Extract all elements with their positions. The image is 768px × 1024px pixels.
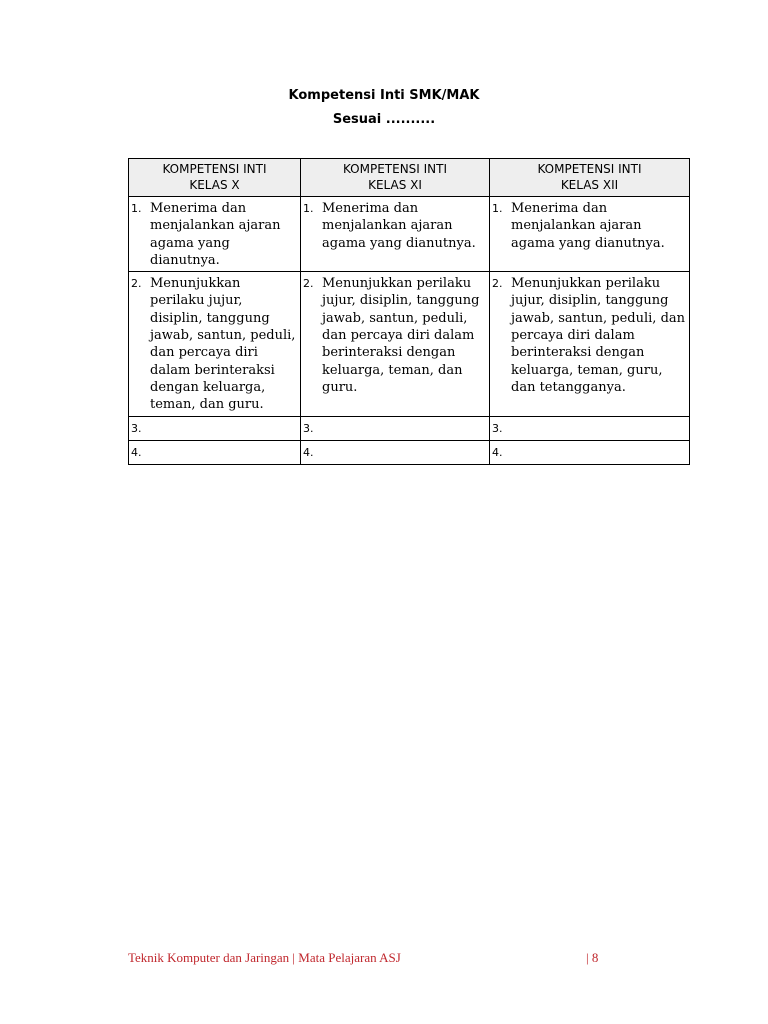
competency-table <box>128 158 690 465</box>
item-text <box>322 444 487 461</box>
header-line: KELAS X <box>189 178 240 192</box>
list-item <box>131 420 298 437</box>
item-text: Menerima dan menjalankan ajaran agama yang dianutnya. <box>150 201 281 268</box>
item-text: Menunjukkan perilaku jujur, disiplin, tanggung jawab, santun, peduli, dan percaya diri dalam berinteraksi dengan keluarga, teman, dan guru. <box>322 276 480 395</box>
item-number: 2. <box>131 277 142 291</box>
table-header-row <box>129 159 690 197</box>
table-row <box>129 440 690 464</box>
list-item <box>303 444 487 461</box>
item-text <box>511 444 687 461</box>
item-number: 4. <box>131 445 142 459</box>
header-kelas-x <box>129 159 301 197</box>
item-text: Menunjukkan perilaku jujur, disiplin, tanggung jawab, santun, peduli, dan percaya diri dalam berinteraksi dengan keluarga, teman, guru, dan tetangganya. <box>511 276 686 395</box>
table-cell <box>490 272 690 416</box>
list-item <box>303 420 487 437</box>
item-number: 3. <box>303 421 314 435</box>
header-line: KELAS XI <box>368 178 422 192</box>
list-item <box>131 200 298 269</box>
item-number: 2. <box>492 277 503 291</box>
item-number: 1. <box>492 202 503 215</box>
item-number: 4. <box>492 445 503 459</box>
table-cell <box>129 197 301 272</box>
header-line: KOMPETENSI INTI <box>342 162 448 176</box>
table-cell <box>490 197 690 272</box>
item-text <box>511 420 687 437</box>
table-cell <box>301 272 490 416</box>
item-number: 3. <box>131 421 142 435</box>
table-cell <box>129 416 301 440</box>
table-cell <box>301 197 490 272</box>
header-line: KOMPETENSI INTI <box>162 162 267 176</box>
item-number: 1. <box>131 202 142 215</box>
list-item <box>131 444 298 461</box>
table-cell <box>129 440 301 464</box>
header-kelas-xi <box>301 159 490 197</box>
item-number: 3. <box>492 421 503 435</box>
header-kelas-xii <box>490 159 690 197</box>
list-item <box>492 275 687 396</box>
list-item <box>492 444 687 461</box>
list-item <box>492 200 687 252</box>
table-row <box>129 272 690 416</box>
page-title: Kompetensi Inti SMK/MAK <box>288 88 480 103</box>
item-text: Menunjukkan perilaku jujur, disiplin, tanggung jawab, santun, peduli, dan percaya diri dalam berinteraksi dengan keluarga, teman, dan guru. <box>150 276 296 413</box>
item-number: 1. <box>303 202 314 215</box>
list-item <box>303 275 487 396</box>
item-text: Menerima dan menjalankan ajaran agama yang dianutnya. <box>322 201 476 251</box>
header-line: KELAS XII <box>560 178 619 192</box>
page-subtitle: Sesuai .......... <box>332 112 436 127</box>
item-number: 4. <box>303 445 314 459</box>
item-number: 2. <box>303 277 314 291</box>
footer-text: Teknik Komputer dan Jaringan | Mata Pelajaran ASJ <box>128 950 401 965</box>
header-line: KOMPETENSI INTI <box>537 162 642 176</box>
table-row <box>129 197 690 272</box>
table-cell <box>129 272 301 416</box>
list-item <box>131 275 298 413</box>
page-number: | 8 <box>586 950 599 965</box>
list-item <box>303 200 487 252</box>
item-text <box>150 444 298 461</box>
item-text <box>322 420 487 437</box>
item-text <box>150 420 298 437</box>
item-text: Menerima dan menjalankan ajaran agama yang dianutnya. <box>511 201 665 251</box>
table-row <box>129 416 690 440</box>
table-cell <box>301 416 490 440</box>
table-cell <box>490 416 690 440</box>
table-cell <box>301 440 490 464</box>
table-cell <box>490 440 690 464</box>
list-item <box>492 420 687 437</box>
